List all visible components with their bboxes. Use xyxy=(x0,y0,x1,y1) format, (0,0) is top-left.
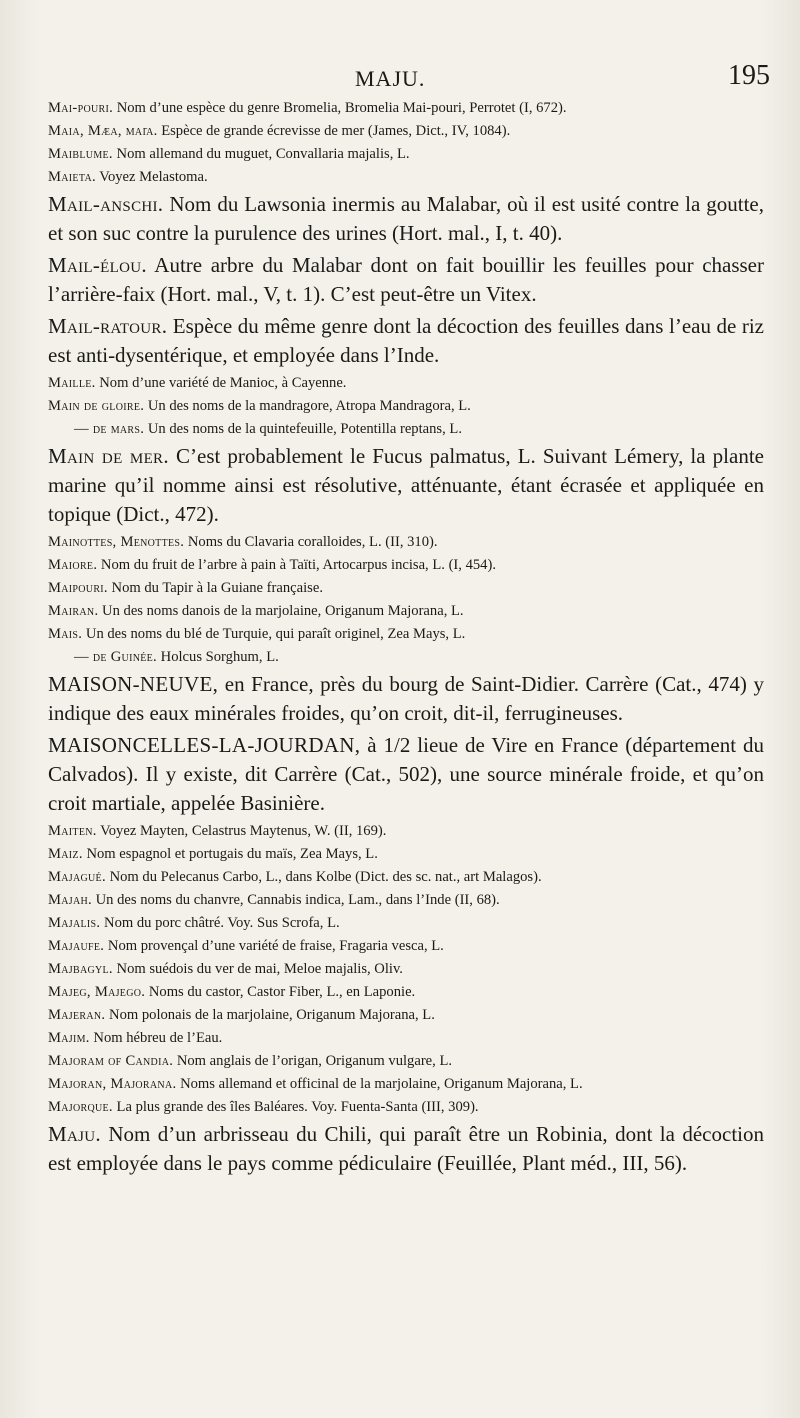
dictionary-entry xyxy=(48,959,764,979)
dictionary-entry xyxy=(48,821,764,841)
entry-headword: Majorque. xyxy=(48,1099,113,1115)
entry-headword: MAISONCELLES-LA-JOURDAN, xyxy=(48,733,361,757)
entry-definition: Un des noms de la quintefeuille, Potentilla reptans, L. xyxy=(144,421,462,437)
entry-definition: Nom du Tapir à la Guiane française. xyxy=(107,580,323,596)
entry-definition: Holcus Sorghum, L. xyxy=(157,649,279,665)
entry-headword: Majaufe. xyxy=(48,938,105,954)
dictionary-entry xyxy=(48,144,764,164)
dictionary-entry xyxy=(48,731,764,818)
entry-definition: Nom du Pelecanus Carbo, L., dans Kolbe (Dict. des sc. nat., art Malagos). xyxy=(105,869,542,885)
dictionary-entry xyxy=(48,532,764,552)
entry-definition: Nom polonais de la marjolaine, Origanum Majorana, L. xyxy=(105,1007,435,1023)
entry-definition: Un des noms danois de la marjolaine, Origanum Majorana, L. xyxy=(98,603,464,619)
entry-definition: Nom anglais de l’origan, Origanum vulgare, L. xyxy=(173,1053,453,1069)
running-head: MAJU. xyxy=(355,66,426,91)
entry-definition: à 1/2 lieue de Vire en France (département du Calvados). Il y existe, dit Carrère (Cat., 502), une source minérale froide, et qu’on croit martiale, appelée Basinière. xyxy=(48,733,764,815)
entry-headword: Majbagyl. xyxy=(48,961,113,977)
entry-headword: Mail-ratour. xyxy=(48,314,168,338)
entry-definition: Noms allemand et officinal de la marjolaine, Origanum Majorana, L. xyxy=(176,1076,583,1092)
entry-headword: Mai-pouri. xyxy=(48,100,114,116)
dictionary-entry xyxy=(48,251,764,309)
dictionary-entry xyxy=(48,121,764,141)
dictionary-entry xyxy=(48,419,764,439)
entry-headword: Majalis. xyxy=(48,915,101,931)
entry-definition: Nom hébreu de l’Eau. xyxy=(89,1030,223,1046)
entry-headword: Maia, Mæa, μαῖα. xyxy=(48,123,158,139)
entry-definition: Nom du porc châtré. Voy. Sus Scrofa, L. xyxy=(100,915,340,931)
entry-headword: Mairan. xyxy=(48,603,99,619)
entry-definition: Nom espagnol et portugais du maïs, Zea Mays, L. xyxy=(82,846,378,862)
entry-definition: Espèce de grande écrevisse de mer (James, Dict., IV, 1084). xyxy=(157,123,511,139)
entry-headword: Mainottes, Menottes. xyxy=(48,534,185,550)
dictionary-entry xyxy=(48,982,764,1002)
dictionary-entry xyxy=(48,1051,764,1071)
entry-definition: Un des noms du blé de Turquie, qui paraît originel, Zea Mays, L. xyxy=(82,626,466,642)
dictionary-entry xyxy=(48,624,764,644)
entry-definition: La plus grande des îles Baléares. Voy. Fuenta-Santa (III, 309). xyxy=(112,1099,479,1115)
entry-headword: Maiore. xyxy=(48,557,98,573)
entry-headword: Maju. xyxy=(48,1122,101,1146)
entry-headword: Majoran, Majorana. xyxy=(48,1076,177,1092)
entry-definition: Voyez Mayten, Celastrus Maytenus, W. (II, 169). xyxy=(96,823,387,839)
entry-headword: Mail-élou. xyxy=(48,253,147,277)
dictionary-entry xyxy=(48,1097,764,1117)
entry-definition: Nom d’une variété de Manioc, à Cayenne. xyxy=(95,375,347,391)
entry-definition: Nom allemand du muguet, Convallaria majalis, L. xyxy=(112,146,410,162)
entry-headword: Majah. xyxy=(48,892,92,908)
dictionary-entry xyxy=(48,98,764,118)
entry-headword: Maiblume. xyxy=(48,146,113,162)
entries-column xyxy=(48,98,764,1181)
dictionary-entry xyxy=(48,190,764,248)
entry-definition: Nom provençal d’une variété de fraise, Fragaria vesca, L. xyxy=(104,938,444,954)
entry-headword: MAISON-NEUVE, xyxy=(48,672,219,696)
dictionary-entry xyxy=(48,936,764,956)
entry-headword: Mais. xyxy=(48,626,83,642)
dictionary-entry xyxy=(48,312,764,370)
page-header xyxy=(40,60,770,100)
dictionary-entry xyxy=(48,670,764,728)
dictionary-entry xyxy=(48,867,764,887)
dictionary-entry xyxy=(48,373,764,393)
dictionary-entry xyxy=(48,1005,764,1025)
dictionary-entry xyxy=(48,1028,764,1048)
entry-definition: Nom du Lawsonia inermis au Malabar, où il est usité contre la goutte, et son suc contre la purulence des urines (Hort. mal., I, t. 40). xyxy=(48,192,764,245)
entry-headword: — de mars. xyxy=(74,421,145,437)
entry-headword: Main de gloire. xyxy=(48,398,145,414)
dictionary-entry xyxy=(48,601,764,621)
dictionary-entry xyxy=(48,844,764,864)
entry-definition: en France, près du bourg de Saint-Didier. Carrère (Cat., 474) y indique des eaux minérales froides, qu’on croit, dit-il, ferrugineuses. xyxy=(48,672,764,725)
entry-headword: Main de mer. xyxy=(48,444,169,468)
dictionary-entry xyxy=(48,1120,764,1178)
dictionary-entry xyxy=(48,647,764,667)
entry-headword: Majagué. xyxy=(48,869,106,885)
entry-definition: Noms du Clavaria coralloides, L. (II, 310). xyxy=(184,534,438,550)
entry-headword: — de Guinée. xyxy=(74,649,157,665)
dictionary-entry xyxy=(48,167,764,187)
entry-definition: Nom d’une espèce du genre Bromelia, Bromelia Mai-pouri, Perrotet (I, 672). xyxy=(113,100,567,116)
entry-definition: C’est probablement le Fucus palmatus, L. Suivant Lémery, la plante marine qu’il nomme ainsi est résolutive, atténuante, étant écrasée et appliquée en topique (Dict., 472). xyxy=(48,444,764,526)
dictionary-entry xyxy=(48,890,764,910)
entry-definition: Espèce du même genre dont la décoction des feuilles dans l’eau de riz est anti-dysentérique, et employée dans l’Inde. xyxy=(48,314,764,367)
entry-definition: Un des noms de la mandragore, Atropa Mandragora, L. xyxy=(144,398,471,414)
dictionary-entry xyxy=(48,396,764,416)
entry-headword: Maille. xyxy=(48,375,96,391)
entry-definition: Nom suédois du ver de mai, Meloe majalis, Oliv. xyxy=(112,961,403,977)
page-number: 195 xyxy=(728,60,770,91)
entry-definition: Nom du fruit de l’arbre à pain à Taïti, Artocarpus incisa, L. (I, 454). xyxy=(97,557,496,573)
entry-headword: Maiz. xyxy=(48,846,83,862)
entry-definition: Autre arbre du Malabar dont on fait bouillir les feuilles pour chasser l’arrière-faix (Hort. mal., V, t. 1). C’est peut-être un Vitex. xyxy=(48,253,764,306)
entry-definition: Voyez Melastoma. xyxy=(95,169,208,185)
entry-headword: Maieta. xyxy=(48,169,96,185)
dictionary-entry xyxy=(48,442,764,529)
dictionary-entry xyxy=(48,555,764,575)
dictionary-entry xyxy=(48,578,764,598)
entry-headword: Mail-anschi. xyxy=(48,192,164,216)
entry-headword: Majim. xyxy=(48,1030,90,1046)
entry-definition: Noms du castor, Castor Fiber, L., en Laponie. xyxy=(145,984,416,1000)
entry-headword: Maiten. xyxy=(48,823,97,839)
entry-headword: Maipouri. xyxy=(48,580,108,596)
dictionary-entry xyxy=(48,1074,764,1094)
entry-headword: Majeran. xyxy=(48,1007,106,1023)
entry-headword: Majeg, Majego. xyxy=(48,984,146,1000)
entry-definition: Nom d’un arbrisseau du Chili, qui paraît être un Robinia, dont la décoction est employée dans le pays comme pédiculaire (Feuillée, Plant méd., III, 56). xyxy=(48,1122,764,1175)
entry-definition: Un des noms du chanvre, Cannabis indica, Lam., dans l’Inde (II, 68). xyxy=(91,892,500,908)
entry-headword: Majoram of Candia. xyxy=(48,1053,174,1069)
dictionary-entry xyxy=(48,913,764,933)
